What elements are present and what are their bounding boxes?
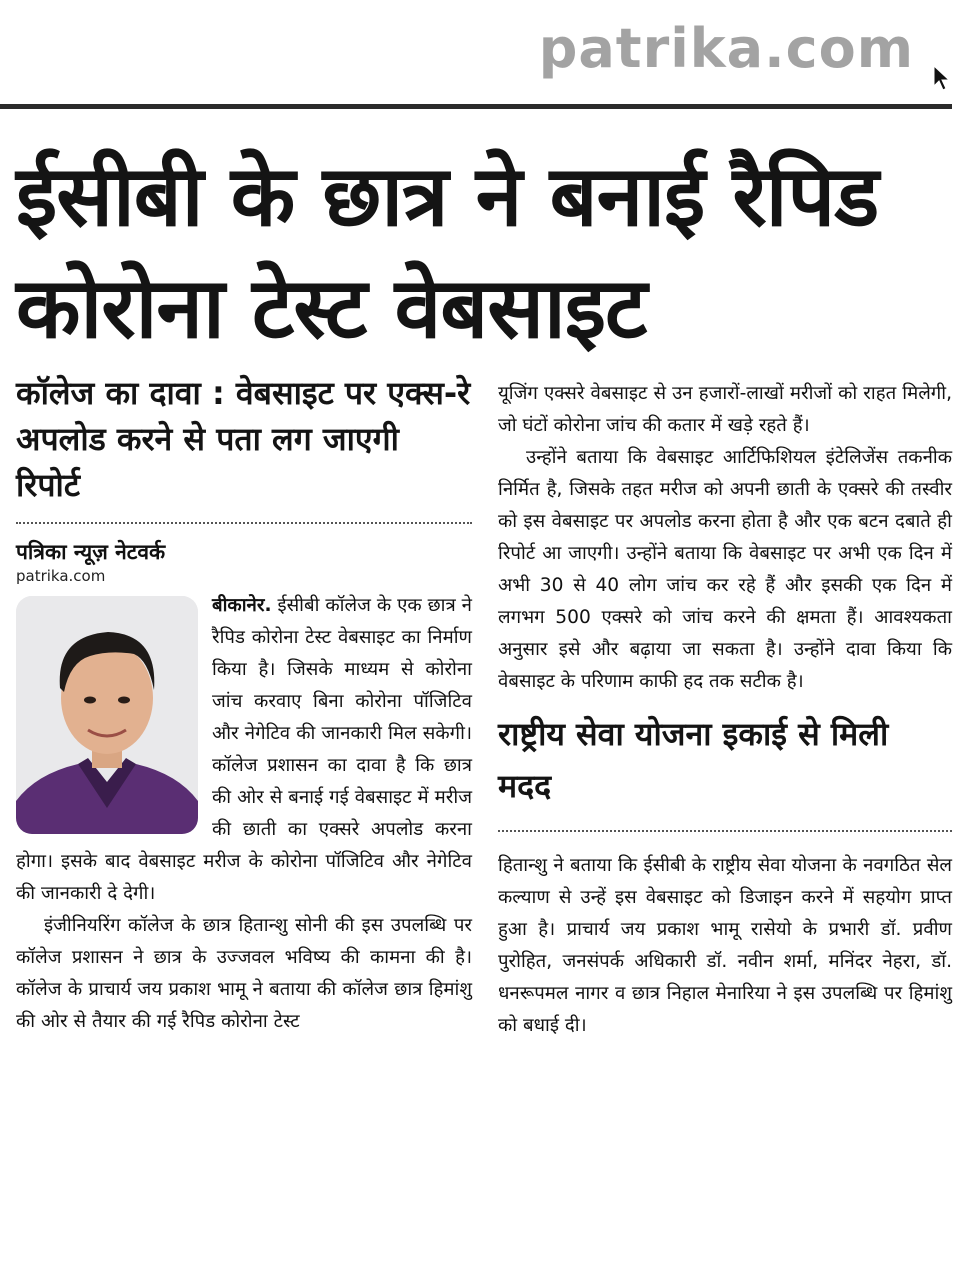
dateline: बीकानेर. [212,595,272,616]
site-brand: patrika.com [538,17,914,80]
article-paragraph: उन्होंने बताया कि वेबसाइट आर्टिफिशियल इंटेलिजेंस तकनीक निर्मित है, जिसके तहत मरीज को अपनी छाती के एक्सरे की तस्वीर को इस वेबसाइट पर अपलोड करना होता है और एक बटन दबाते ही रिपोर्ट आ जाएगी। उन्होंने बताया कि वेबसाइट पर अभी एक दिन में अभी 30 से 40 लोग जांच कर रहे हैं और इसकी एक दिन में लगभग 500 एक्सरे को जांच करने की क्षमता हैं। आवश्यकता अनुसार इसे और बढ़ाया जा सकता है। उन्होंने दावा किया कि वेबसाइट के परिणाम काफी हद तक सटीक है। [498,447,952,692]
paragraph-text: ईसीबी कॉलेज के एक छात्र ने रैपिड कोरोना टेस्ट वेबसाइट का निर्माण किया है। जिसके माध्यम से कोरोना जांच करवाए बिना कोरोना पॉजिटिव और नेगेटिव की जानकारी मिल सकेगी। कॉलेज प्रशासन का दावा है कि छात्र की ओर से बनाई गई वेबसाइट में मरीज की छाती का एक्सरे अपलोड करना होगा। इसके बाद वेबसाइट मरीज के कोरोना पॉजिटिव और नेगेटिव की जानकारी दे देगी। [16,595,472,904]
left-column [16,370,472,1038]
article-paragraph: हितान्शु ने बताया कि ईसीबी के राष्ट्रीय सेवा योजना के नवगठित सेल कल्याण से उन्हें इस वेबसाइट को डिजाइन करने में सहयोग प्राप्त हुआ है। प्राचार्य जय प्रकाश भामू रासेयो के प्रभारी डॉ. प्रवीण पुरोहित, जनसंपर्क अधिकारी डॉ. नवीन शर्मा, मनिंदर नेहरा, डॉ. धनरूपमल नागर व छात्र निहाल मेनारिया ने इस उपलब्धि पर हिमांशु को बधाई दी। [498,855,952,1036]
section-heading: राष्ट्रीय सेवा योजना इकाई से मिली मदद [498,715,889,805]
article-headline: ईसीबी के छात्र ने बनाई रैपिड कोरोना टेस्ट वेबसाइट [16,147,879,357]
dotted-divider [498,830,952,832]
masthead-divider [0,104,952,109]
student-portrait-image [16,596,198,834]
byline-network: पत्रिका न्यूज़ नेटवर्क [16,540,166,564]
byline-site: patrika.com [16,567,106,585]
student-photo [16,596,198,834]
right-column [498,378,952,1042]
arrow-cursor-icon [932,64,954,92]
dotted-divider [16,522,472,524]
article-subheadline: कॉलेज का दावा : वेबसाइट पर एक्स-रे अपलोड करने से पता लग जाएगी रिपोर्ट [16,374,471,504]
article-paragraph [16,590,472,910]
article-paragraph: इंजीनियरिंग कॉलेज के छात्र हितान्शु सोनी की इस उपलब्धि पर कॉलेज प्रशासन ने छात्र के उज्जवल भविष्य की कामना की है। कॉलेज के प्राचार्य जय प्रकाश भामू ने बताया की कॉलेज छात्र हिमांशु की ओर से तैयार की गई रैपिड कोरोना टेस्ट [16,915,472,1032]
article-paragraph: यूजिंग एक्सरे वेबसाइट से उन हजारों-लाखों मरीजों को राहत मिलेगी, जो घंटों कोरोना जांच की कतार में खड़े रहते हैं। [498,383,952,436]
